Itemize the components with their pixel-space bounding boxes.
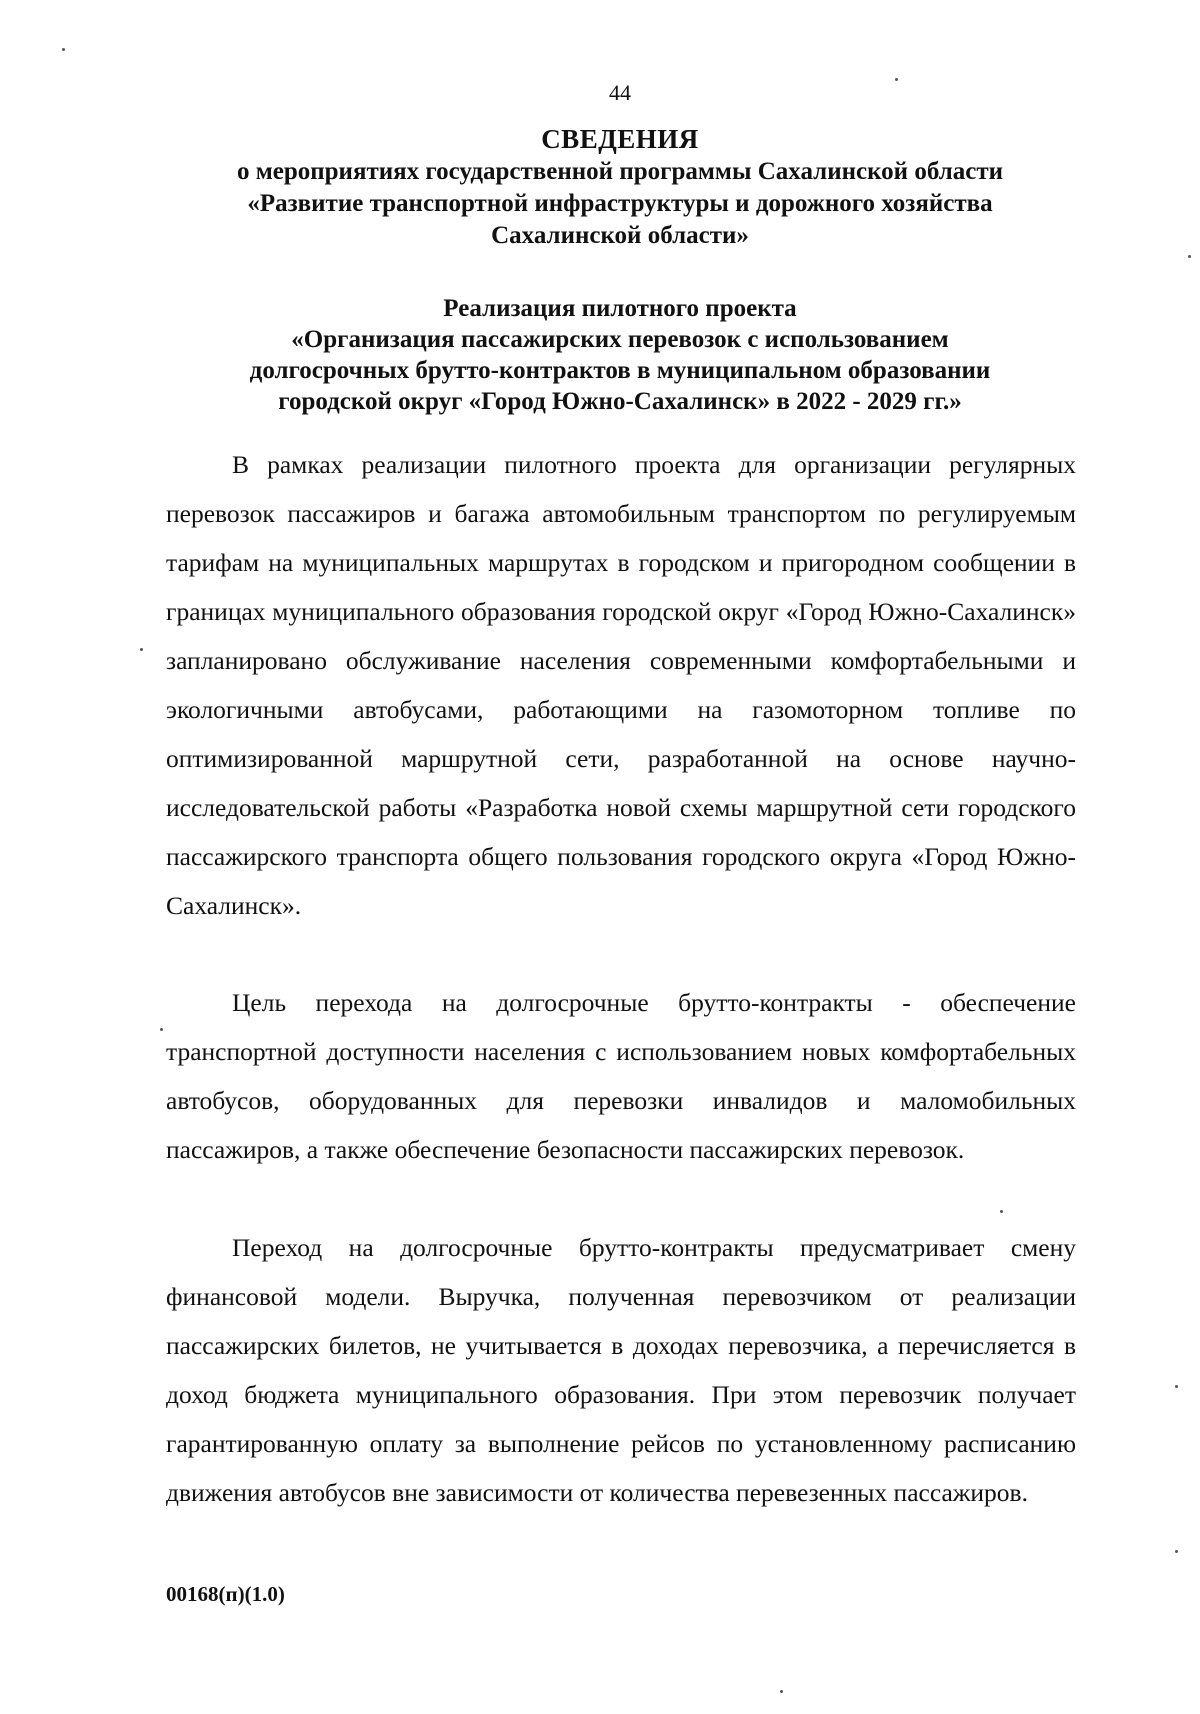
scan-speck: [140, 648, 143, 651]
subheading-line: «Организация пассажирских перевозок с использованием: [291, 326, 949, 353]
heading-line: «Развитие транспортной инфраструктуры и дорожного хозяйства: [247, 190, 993, 217]
scan-speck: [1000, 1210, 1003, 1213]
subheading-line: Реализация пилотного проекта: [443, 295, 797, 322]
heading-line: Сахалинской области»: [491, 222, 749, 249]
document-code: 00168(п)(1.0): [166, 1582, 285, 1606]
heading-title: СВЕДЕНИЯ: [541, 124, 699, 154]
scan-speck: [895, 78, 898, 81]
page-number: 44: [609, 80, 631, 105]
scan-speck: [1175, 1385, 1178, 1388]
scan-speck: [1175, 1550, 1178, 1553]
document-heading: [150, 122, 1090, 252]
scan-speck: [1188, 255, 1191, 258]
paragraph-text: Цель перехода на долгосрочные брутто-контракты - обеспечение транспортной доступности населения с использованием новых комфортабельных автобусов, оборудованных для перевозки инвалидов и маломобильных пассажиров, а также обеспечение безопасности пассажирских перевозок.: [166, 988, 1076, 1164]
subheading-line: долгосрочных брутто-контрактов в муниципальном образовании: [249, 357, 991, 384]
body-paragraph: [166, 978, 1076, 1174]
scan-speck: [160, 1028, 163, 1031]
body-paragraph: [166, 440, 1076, 930]
heading-line: о мероприятиях государственной программы Сахалинской области: [236, 158, 1004, 185]
subheading-line: городской округ «Город Южно-Сахалинск» в 2022 - 2029 гг.»: [278, 388, 962, 415]
scan-speck: [62, 48, 65, 51]
body-paragraph: [166, 1223, 1076, 1517]
paragraph-text: Переход на долгосрочные брутто-контракты предусматривает смену финансовой модели. Выручка, полученная перевозчиком от реализации пассажирских билетов, не учитывается в доходах перевозчика, а перечисляется в доход бюджета муниципального образования. При этом перевозчик получает гарантированную оплату за выполнение рейсов по установленному расписанию движения автобусов вне зависимости от количества перевезенных пассажиров.: [166, 1233, 1076, 1507]
paragraph-text: В рамках реализации пилотного проекта для организации регулярных перевозок пассажиров и багажа автомобильным транспортом по регулируемым тарифам на муниципальных маршрутах в городском и пригородном сообщении в границах муниципального образования городской округ «Город Южно-Сахалинск» запланировано обслуживание населения современными комфортабельными и экологичными автобусами, работающими на газомоторном топливе по оптимизированной маршрутной сети, разработанной на основе научно-исследовательской работы «Разработка новой схемы маршрутной сети городского пассажирского транспорта общего пользования городского округа «Город Южно-Сахалинск».: [166, 450, 1076, 920]
scan-speck: [780, 1690, 783, 1693]
section-heading: [150, 293, 1090, 417]
